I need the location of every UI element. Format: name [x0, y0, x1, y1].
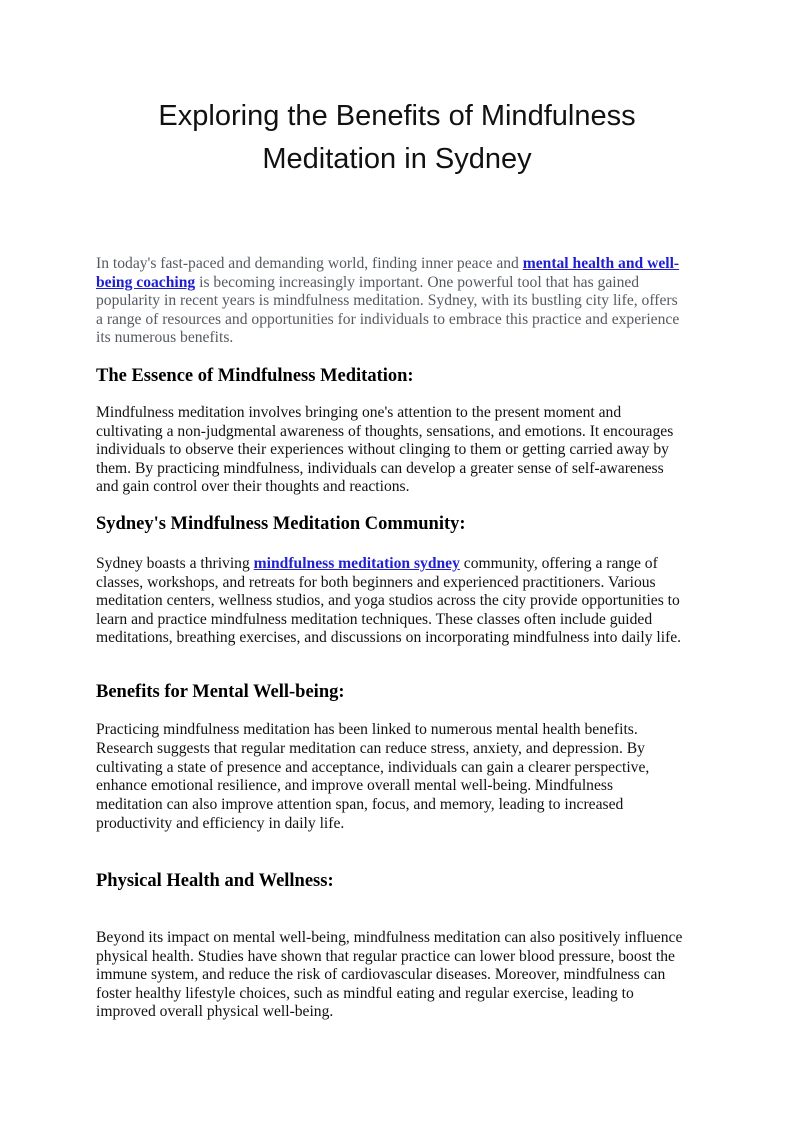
- page-title-line-2: Meditation in Sydney: [262, 143, 532, 175]
- text-segment: foster healthy lifestyle choices, such as mindful eating and regular exercise, leading to: [96, 984, 634, 1002]
- paragraph-line: [96, 721, 638, 739]
- paragraph-line: [96, 611, 652, 629]
- text-segment: learn and practice mindfulness meditation techniques. These classes often include guided: [96, 610, 653, 628]
- text-segment: cultivating a non-judgmental awareness of thoughts, sensations, and emotions. It encourages: [96, 422, 674, 440]
- paragraph-line: [96, 311, 679, 329]
- text-segment: is becoming increasingly important. One powerful tool that has gained: [195, 273, 640, 291]
- text-segment: cultivating a state of presence and acceptance, individuals can gain a clearer perspective,: [96, 758, 650, 776]
- paragraph-line: [96, 404, 621, 422]
- paragraph-line: [96, 423, 673, 441]
- page-title-line-1: Exploring the Benefits of Mindfulness: [158, 100, 636, 132]
- paragraph-line: [96, 796, 623, 814]
- text-segment: improved overall physical well-being.: [96, 1003, 334, 1020]
- paragraph-line: [96, 292, 678, 310]
- section-heading: Benefits for Mental Well-being:: [96, 682, 345, 702]
- paragraph-line: [96, 929, 682, 947]
- section-heading: Sydney's Mindfulness Meditation Community:: [96, 514, 466, 534]
- paragraph-line: [96, 329, 233, 347]
- section-heading: Physical Health and Wellness:: [96, 871, 334, 891]
- paragraph-line: [96, 740, 645, 758]
- text-segment: community, offering a range of: [459, 555, 658, 572]
- text-segment: Mindfulness meditation involves bringing one's attention to the present moment and: [96, 404, 622, 421]
- inline-link[interactable]: mindfulness meditation sydney: [253, 555, 460, 572]
- text-segment: meditation can also improve attention span, focus, and memory, leading to increased: [96, 796, 624, 814]
- text-segment: immune system, and reduce the risk of cardiovascular diseases. Moreover, mindfulness can: [96, 966, 666, 983]
- paragraph-line: [96, 985, 634, 1003]
- text-segment: Beyond its impact on mental well-being, mindfulness meditation can also positively influence: [96, 929, 683, 946]
- text-segment: its numerous benefits.: [96, 329, 234, 346]
- paragraph-line: [96, 574, 656, 592]
- text-segment: Research suggests that regular meditation can reduce stress, anxiety, and depression. By: [96, 739, 645, 757]
- text-segment: physical health. Studies have shown that regular practice can lower blood pressure, boost the: [96, 947, 675, 965]
- paragraph-line: [96, 815, 344, 833]
- paragraph-line: [96, 948, 675, 966]
- text-segment: and gain control over their thoughts and reactions.: [96, 478, 410, 495]
- paragraph-line: [96, 274, 639, 292]
- text-segment: meditations, breathing exercises, and discussions on incorporating mindfulness into daily life.: [96, 629, 682, 646]
- paragraph-line: [96, 629, 681, 647]
- paragraph-line: [96, 1003, 333, 1021]
- text-segment: Practicing mindfulness meditation has been linked to numerous mental health benefits.: [96, 721, 638, 738]
- text-segment: classes, workshops, and retreats for both beginners and experienced practitioners. Various: [96, 573, 656, 591]
- paragraph-line: [96, 255, 679, 273]
- paragraph-line: [96, 592, 680, 610]
- text-segment: productivity and efficiency in daily life.: [96, 815, 345, 832]
- paragraph-line: [96, 441, 669, 459]
- text-segment: individuals to observe their experiences without clinging to them or getting carried away by: [96, 441, 669, 458]
- paragraph-line: [96, 460, 664, 478]
- inline-link[interactable]: mental health and well-: [522, 255, 680, 272]
- inline-link[interactable]: being coaching: [96, 273, 196, 291]
- section-heading: The Essence of Mindfulness Meditation:: [96, 366, 414, 386]
- paragraph-line: [96, 555, 658, 573]
- text-segment: Sydney boasts a thriving: [96, 555, 254, 572]
- text-segment: In today's fast-paced and demanding world, finding inner peace and: [96, 255, 523, 272]
- text-segment: them. By practicing mindfulness, individuals can develop a greater sense of self-awareness: [96, 459, 664, 477]
- text-segment: popularity in recent years is mindfulness meditation. Sydney, with its bustling city life, offers: [96, 292, 678, 309]
- text-segment: a range of resources and opportunities for individuals to embrace this practice and experience: [96, 310, 680, 328]
- text-segment: enhance emotional resilience, and improve overall mental well-being. Mindfulness: [96, 777, 614, 795]
- paragraph-line: [96, 966, 665, 984]
- paragraph-line: [96, 478, 410, 496]
- text-segment: meditation centers, wellness studios, and yoga studios across the city provide opportunities to: [96, 592, 680, 609]
- paragraph-line: [96, 777, 613, 795]
- paragraph-line: [96, 759, 649, 777]
